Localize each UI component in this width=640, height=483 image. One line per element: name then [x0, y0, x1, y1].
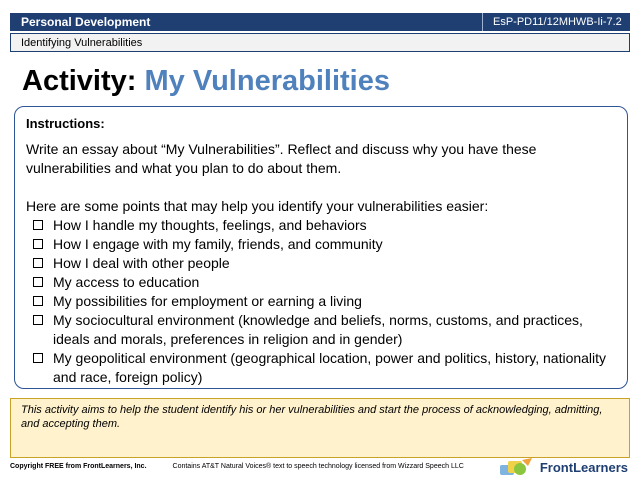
list-item: My possibilities for employment or earning a living	[26, 292, 615, 311]
brand-name: FrontLearners	[539, 459, 628, 475]
note-text: This activity aims to help the student identify his or her vulnerabilities and start the process of acknowledging, admitting, and accepting them.	[21, 404, 603, 430]
title-highlight: My Vulnerabilities	[144, 65, 390, 97]
checkbox-icon	[33, 220, 43, 230]
checkbox-icon	[33, 296, 43, 306]
checkbox-icon	[33, 277, 43, 287]
list-item: How I deal with other people	[26, 254, 615, 273]
topic-bar	[10, 33, 630, 52]
list-item: How I engage with my family, friends, and community	[26, 235, 615, 254]
voices-credit: Contains AT&T Natural Voices® text to speech technology licensed from Wizzard Speech LLC	[172, 463, 464, 470]
instructions-paragraph: Write an essay about “My Vulnerabilities”. Reflect and discuss why you have these vulnerabilities and what you plan to do about them.	[26, 141, 537, 176]
checkbox-icon	[33, 258, 43, 268]
frontlearners-logo-icon	[498, 456, 536, 478]
subject-label: Personal Development	[21, 15, 151, 29]
footer	[10, 463, 464, 470]
instructions-heading: Instructions:	[26, 116, 105, 131]
list-item: My geopolitical environment (geographical location, power and politics, history, nationality and race, foreign policy)	[26, 349, 615, 387]
checkbox-icon	[33, 315, 43, 325]
topic-label: Identifying Vulnerabilities	[21, 36, 143, 49]
checkbox-icon	[33, 353, 43, 363]
instructions-lead: Here are some points that may help you identify your vulnerabilities easier:	[26, 198, 489, 214]
page-title	[22, 62, 390, 100]
activity-note	[10, 398, 630, 458]
list-item: How I handle my thoughts, feelings, and behaviors	[26, 216, 615, 235]
list-item: My access to education	[26, 273, 615, 292]
instructions-box	[14, 106, 628, 389]
list-item: My sociocultural environment (knowledge and beliefs, norms, customs, and practices, ideals and morals, preferences in religion and in gender)	[26, 311, 615, 349]
brand	[498, 456, 628, 478]
title-prefix: Activity:	[22, 65, 137, 97]
checkbox-icon	[33, 239, 43, 249]
points-list	[26, 216, 615, 387]
competency-code: EsP-PD11/12MHWB-Ii-7.2	[482, 13, 630, 31]
copyright-text: Copyright FREE from FrontLearners, Inc.	[10, 463, 147, 470]
header-bar	[10, 13, 630, 31]
